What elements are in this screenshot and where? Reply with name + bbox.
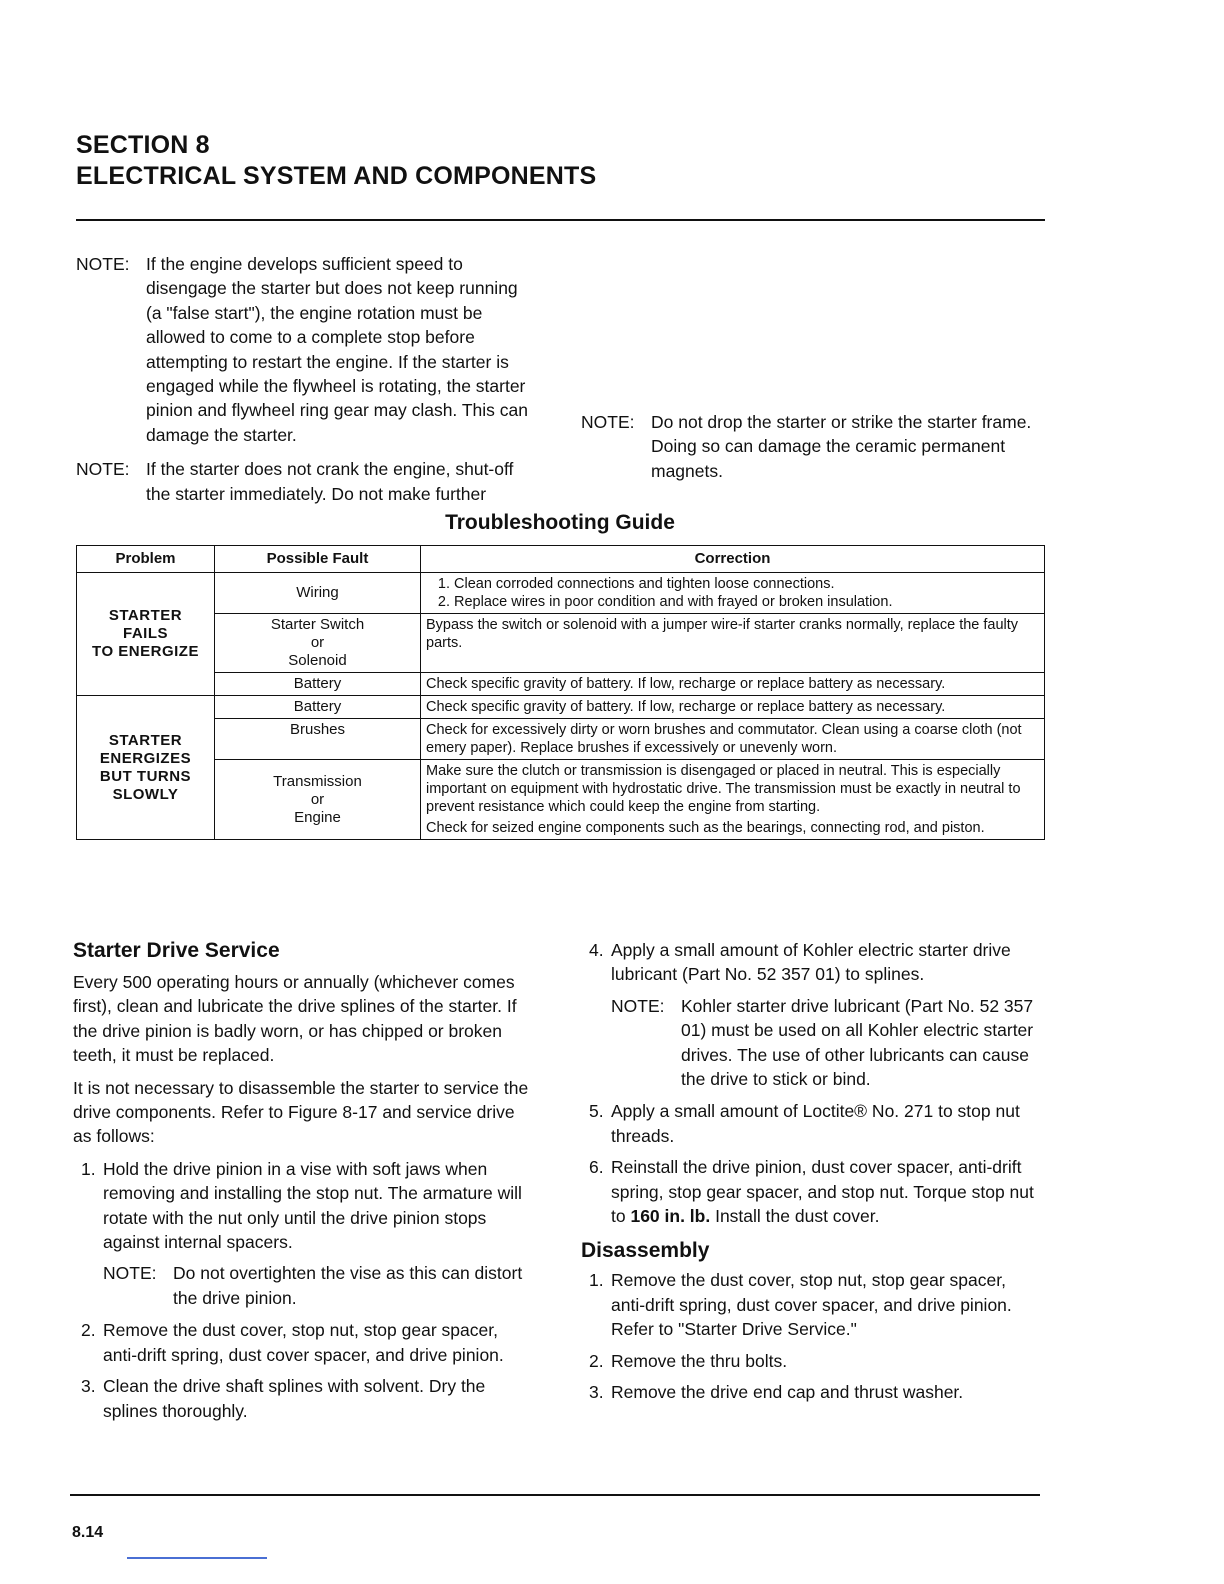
troubleshooting-title: Troubleshooting Guide <box>445 511 675 534</box>
list-item <box>73 1318 533 1367</box>
list-item <box>581 1155 1043 1228</box>
correction-step: 1. Clean corroded connections and tighten loose connections. <box>454 575 1039 593</box>
note-do-not-drop <box>581 410 1043 483</box>
note-label: NOTE: <box>581 412 635 432</box>
drive-service-paragraph: Every 500 operating hours or annually (whichever comes first), clean and lubricate the drive splines of the starter. If the drive pinion is badly worn, or has chipped or broken teeth, it must be replaced. <box>73 972 517 1066</box>
column-header-correction: Correction <box>421 546 1045 573</box>
fault-line: Transmission <box>273 772 362 790</box>
problem-fails-to-energize <box>77 573 215 696</box>
fault-brushes: Brushes <box>215 719 421 760</box>
fault-transmission-engine <box>215 760 421 840</box>
footer-accent-line <box>127 1557 267 1559</box>
problem-line: STARTER <box>108 731 183 749</box>
lower-right-column <box>581 938 1043 1412</box>
step-number: 4. <box>589 940 604 960</box>
fault-line: Engine <box>294 808 341 826</box>
top-left-column <box>76 252 538 505</box>
step-text: Remove the dust cover, stop nut, stop gear spacer, anti-drift spring, dust cover spacer, and drive pinion. <box>103 1320 504 1365</box>
step-number: 1. <box>589 1270 604 1291</box>
step-text: Remove the dust cover, stop nut, stop gear spacer, anti-drift spring, dust cover spacer, and drive pinion. Refer to "Starter Drive Service." <box>611 1270 1012 1340</box>
problem-line: TO ENERGIZE <box>92 643 199 660</box>
drive-service-paragraph: It is not necessary to disassemble the starter to service the drive components. Refer to Figure 8-17 and service drive as follows: <box>73 1077 529 1147</box>
note-label: NOTE: <box>76 459 130 480</box>
correction-brushes: Check for excessively dirty or worn brushes and commutator. Clean using a coarse cloth (not emery paper). Replace brushes if excessively or unevenly worn. <box>421 719 1045 760</box>
fault-wiring: Wiring <box>215 573 421 614</box>
correction-step: 2. Replace wires in poor condition and with frayed or broken insulation. <box>454 593 1039 611</box>
table-row <box>77 614 1045 673</box>
correction-transmission-engine <box>421 760 1045 840</box>
fault-starter-switch <box>215 614 421 673</box>
step-note <box>611 994 1043 1092</box>
starter-drive-service-heading: Starter Drive Service <box>73 939 280 962</box>
fault-battery: Battery <box>215 696 421 719</box>
note-text: Do not drop the starter or strike the starter frame. Doing so can damage the ceramic permanent magnets. <box>651 412 1032 481</box>
column-header-problem: Problem <box>77 546 215 573</box>
note-text: If the starter does not crank the engine, shut-off the starter immediately. Do not make further <box>146 459 514 504</box>
step-note <box>103 1261 533 1310</box>
correction-wiring <box>421 573 1045 614</box>
note-label: NOTE: <box>611 995 665 1016</box>
problem-line: SLOWLY <box>112 785 179 803</box>
note-label: NOTE: <box>76 254 130 274</box>
step-text: Clean the drive shaft splines with solvent. Dry the splines thoroughly. <box>103 1376 486 1421</box>
fault-line: or <box>310 790 325 808</box>
fault-line: Starter Switch <box>270 616 365 633</box>
step-text <box>611 1155 1043 1228</box>
step-text-part: Install the dust cover. <box>710 1206 880 1227</box>
list-item <box>581 938 1043 987</box>
header-rule <box>76 219 1045 221</box>
table-row <box>77 696 1045 719</box>
correction-paragraph: Make sure the clutch or transmission is disengaged or placed in neutral. This is especially important on equipment with hydrostatic drive. The transmission must be exactly in neutral to prevent resistance which could keep the engine from starting. <box>426 763 1021 815</box>
step-text: Apply a small amount of Kohler electric starter drive lubricant (Part No. 52 357 01) to splines. <box>611 940 1011 985</box>
table-header-row <box>77 546 1045 573</box>
step-text: Apply a small amount of Loctite® No. 271 to stop nut threads. <box>611 1101 1020 1146</box>
page-number: 8.14 <box>72 1524 104 1541</box>
step-number: 3. <box>81 1376 96 1397</box>
step-text: Remove the thru bolts. <box>611 1350 788 1371</box>
top-right-column <box>581 410 1043 483</box>
step-number: 2. <box>589 1350 604 1371</box>
note-text: Kohler starter drive lubricant (Part No. 52 357 01) must be used on all Kohler electric starter drives. The use of other lubricants can cause the drive to stick or bind. <box>681 995 1034 1090</box>
fault-battery: Battery <box>215 673 421 696</box>
list-item <box>581 1380 1043 1404</box>
problem-line: BUT TURNS <box>99 767 192 785</box>
section-number: SECTION 8 <box>76 131 210 159</box>
note-false-start <box>76 252 538 447</box>
step-number: 1. <box>81 1158 96 1179</box>
list-item <box>581 1349 1043 1373</box>
step-number: 6. <box>589 1157 604 1178</box>
fault-line: Solenoid <box>288 652 347 669</box>
problem-line: ENERGIZES <box>99 749 192 767</box>
list-item <box>581 1099 1043 1148</box>
correction-paragraph: Check for seized engine components such as the bearings, connecting rod, and piston. <box>426 820 985 836</box>
list-item <box>581 1268 1043 1341</box>
step-text-part: Reinstall the drive pinion, dust cover spacer, anti-drift spring, stop gear spacer, and stop nut. Torque stop nut to <box>611 1157 1034 1227</box>
table-row <box>77 673 1045 696</box>
section-header <box>76 130 596 192</box>
disassembly-heading: Disassembly <box>581 1239 710 1263</box>
table-row <box>77 760 1045 840</box>
troubleshooting-table <box>76 545 1045 840</box>
correction-battery: Check specific gravity of battery. If low, recharge or replace battery as necessary. <box>421 673 1045 696</box>
note-label: NOTE: <box>103 1263 157 1284</box>
lower-left-column <box>73 938 533 1430</box>
list-item <box>73 1157 533 1255</box>
step-number: 3. <box>589 1382 604 1403</box>
correction-starter-switch: Bypass the switch or solenoid with a jumper wire-if starter cranks normally, replace the faulty parts. <box>421 614 1045 673</box>
step-text: Hold the drive pinion in a vise with soft jaws when removing and installing the stop nut. The armature will rotate with the nut only until the drive pinion stops against internal spacers. <box>103 1158 522 1253</box>
table-row <box>77 719 1045 760</box>
correction-battery: Check specific gravity of battery. If low, recharge or replace battery as necessary. <box>421 696 1045 719</box>
problem-turns-slowly <box>77 696 215 840</box>
note-text: Do not overtighten the vise as this can distort the drive pinion. <box>173 1263 523 1308</box>
column-header-fault: Possible Fault <box>215 546 421 573</box>
table-row <box>77 573 1045 614</box>
section-title: ELECTRICAL SYSTEM AND COMPONENTS <box>76 162 597 190</box>
note-text: If the engine develops sufficient speed to disengage the starter but does not keep running (a "false start"), the engine rotation must be allowed to come to a complete stop before attempting to restart the engine. If the starter is engaged while the flywheel is rotating, the starter pinion and flywheel ring gear may clash. This can damage the starter. <box>146 254 528 445</box>
step-number: 5. <box>589 1101 604 1122</box>
fault-line: or <box>310 634 325 651</box>
list-item <box>73 1374 533 1423</box>
note-no-crank <box>76 457 538 505</box>
problem-line: STARTER <box>108 607 183 624</box>
step-text: Remove the drive end cap and thrust washer. <box>611 1382 964 1403</box>
problem-line: FAILS <box>122 625 168 642</box>
torque-value: 160 in. lb. <box>630 1206 711 1227</box>
footer-rule <box>70 1494 1040 1496</box>
step-number: 2. <box>81 1320 96 1341</box>
